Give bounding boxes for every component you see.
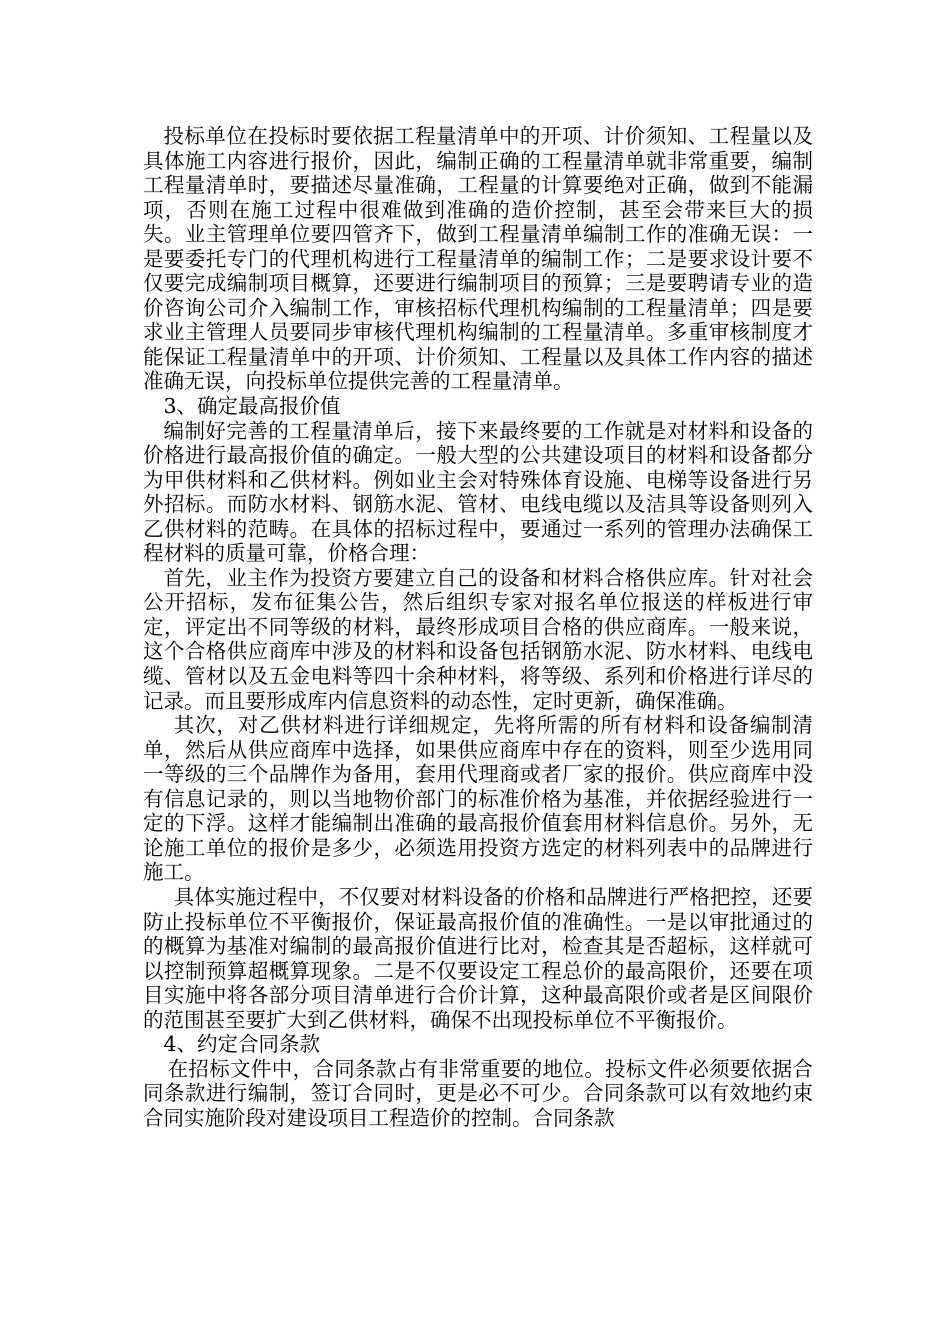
paragraph-max-price-intro: 编制好完善的工程量清单后，接下来最终要的工作就是对材料和设备的价格进行最高报价值的确定。一般大型的公共建设项目的材料和设备都分为甲供材料和乙供材料。例如业主会对特殊体育设施、电梯等设备进行另外招标。而防水材料、钢筋水泥、管材、电线电缆以及洁具等设备则列入乙供材料的范畴。在具体的招标过程中，要通过一系列的管理办法确保工程材料的质量可靠，价格合理： <box>143 418 813 566</box>
paragraph-first-supplier-library: 首先，业主作为投资方要建立自己的设备和材料合格供应库。针对社会公开招标，发布征集公告，然后组织专家对报名单位报送的样板进行审定，评定出不同等级的材料，最终形成项目合格的供应商库。一般来说，这个合格供应商库中涉及的材料和设备包括钢筋水泥、防水材料、电线电缆、管材以及五金电料等四十余种材料，将等级、系列和价格进行详尽的记录。而且要形成库内信息资料的动态性，定时更新，确保准确。 <box>143 565 813 713</box>
paragraph-bill-of-quantities: 投标单位在投标时要依据工程量清单中的开项、计价须知、工程量以及具体施工内容进行报价，因此，编制正确的工程量清单就非常重要，编制工程量清单时，要描述尽量准确，工程量的计算要绝对正确，做到不能漏项，否则在施工过程中很难做到准确的造价控制，甚至会带来巨大的损失。业主管理单位要四管齐下，做到工程量清单编制工作的准确无误：一是要委托专门的代理机构进行工程量清单的编制工作；二是要求设计要不仅要完成编制项目概算，还要进行编制项目的预算；三是要聘请专业的造价咨询公司介入编制工作，审核招标代理机构编制的工程量清单；四是要求业主管理人员要同步审核代理机构编制的工程量清单。多重审核制度才能保证工程量清单中的开项、计价须知、工程量以及具体工作内容的描述准确无误，向投标单位提供完善的工程量清单。 <box>143 124 813 394</box>
paragraph-contract-terms: 在招标文件中，合同条款占有非常重要的地位。投标文件必须要依据合同条款进行编制，签订合同时，更是必不可少。合同条款可以有效地约束合同实施阶段对建设项目工程造价的控制。合同条款 <box>143 1056 813 1130</box>
section-heading-3: 3、确定最高报价值 <box>163 394 341 419</box>
paragraph-implementation-control: 具体实施过程中，不仅要对材料设备的价格和品牌进行严格把控，还要防止投标单位不平衡报价，保证最高报价值的准确性。一是以审批通过的的概算为基准对编制的最高报价值进行比对，检查其是否超标，这样就可以控制预算超概算现象。二是不仅要设定工程总价的最高限价，还要在项目实施中将各部分项目清单进行合价计算，这种最高限价或者是区间限价的范围甚至要扩大到乙供材料，确保不出现投标单位不平衡报价。 <box>143 884 813 1032</box>
section-heading-4: 4、约定合同条款 <box>163 1032 321 1057</box>
paragraph-second-materials: 其次，对乙供材料进行详细规定，先将所需的所有材料和设备编制清单，然后从供应商库中选择，如果供应商库中存在的资料，则至少选用同一等级的三个品牌作为备用，套用代理商或者厂家的报价。供应商库中没有信息记录的，则以当地物价部门的标准价格为基准，并依据经验进行一定的下浮。这样才能编制出准确的最高报价值套用材料信息价。另外，无论施工单位的报价是多少，必须选用投资方选定的材料列表中的品牌进行施工。 <box>143 713 813 885</box>
document-body <box>143 124 813 1130</box>
